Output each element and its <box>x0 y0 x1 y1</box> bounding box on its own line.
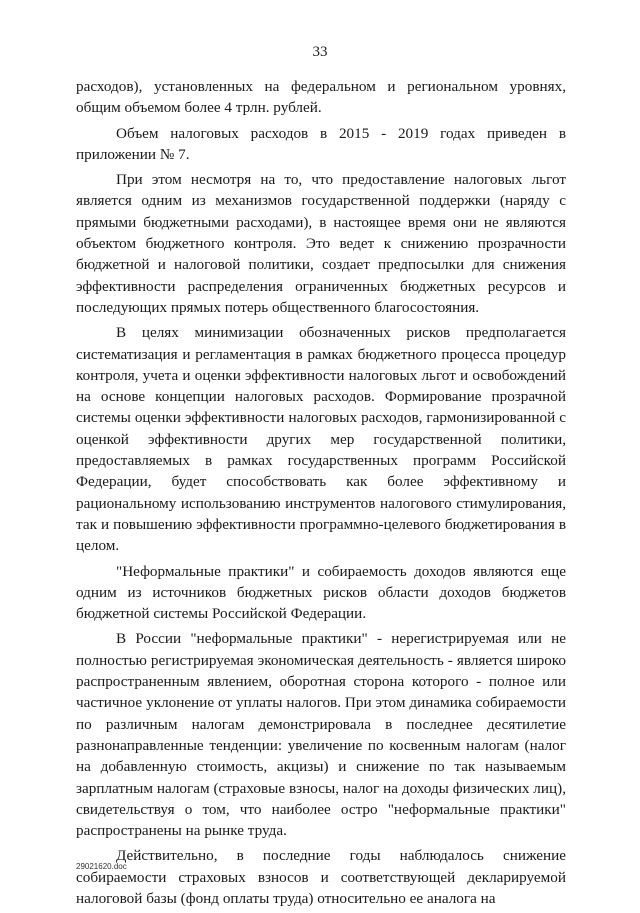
paragraph: Действительно, в последние годы наблюдалось снижение собираемости страховых взносов и соответствующей декларируемой налоговой базы (фонд оплаты труда) относительно ее аналога на <box>76 847 566 907</box>
document-body <box>76 76 566 913</box>
paragraph: "Неформальные практики" и собираемость доходов являются еще одним из источников бюджетных рисков области доходов бюджетов бюджетной системы Российской Федерации. <box>76 562 566 623</box>
paragraph: В целях минимизации обозначенных рисков предполагается систематизация и регламентация в рамках бюджетного процесса процедур контроля, учета и оценки эффективности налоговых льгот и освобождений на основе концепции налоговых расходов. Формирование прозрачной системы оценки эффективности налоговых расходов, гармонизированной с оценкой эффективности других мер государственной политики, предоставляемых в рамках государственных программ Российской Федерации, будет способствовать как более эффективному и рациональному использованию инструментов налогового стимулирования, так и повышению эффективности программно-целевого бюджетирования в целом. <box>76 324 566 555</box>
paragraph: При этом несмотря на то, что предоставление налоговых льгот является одним из механизмов государственной поддержки (наряду с прямыми бюджетными расходами), в настоящее время они не являются объектом бюджетного контроля. Это ведет к снижению прозрачности бюджетной и налоговой политики, создает предпосылки для снижения эффективности распределения ограниченных бюджетных ресурсов и последующих прямых потерь общественного благосостояния. <box>76 171 566 316</box>
footer-filename: 29021620.doc <box>76 862 127 871</box>
page-number: 33 <box>312 44 328 60</box>
paragraph: расходов), установленных на федеральном и региональном уровнях, общим объемом более 4 трлн. рублей. <box>76 78 566 117</box>
paragraph: Объем налоговых расходов в 2015 - 2019 годах приведен в приложении № 7. <box>76 124 566 163</box>
paragraph: В России "неформальные практики" - нерегистрируемая или не полностью регистрируемая экономическая деятельность - является широко распространенным явлением, оборотная сторона которого - полное или частичное уклонение от уплаты налогов. При этом динамика собираемости по различным налогам демонстрировала в последнее десятилетие разнонаправленные тенденции: увеличение по косвенным налогам (налог на добавленную стоимость, акцизы) и снижение по так называемым зарплатным налогам (страховые взносы, налог на доходы физических лиц), свидетельствуя о том, что наиболее остро "неформальные практики" распространены на рынке труда. <box>76 630 566 840</box>
